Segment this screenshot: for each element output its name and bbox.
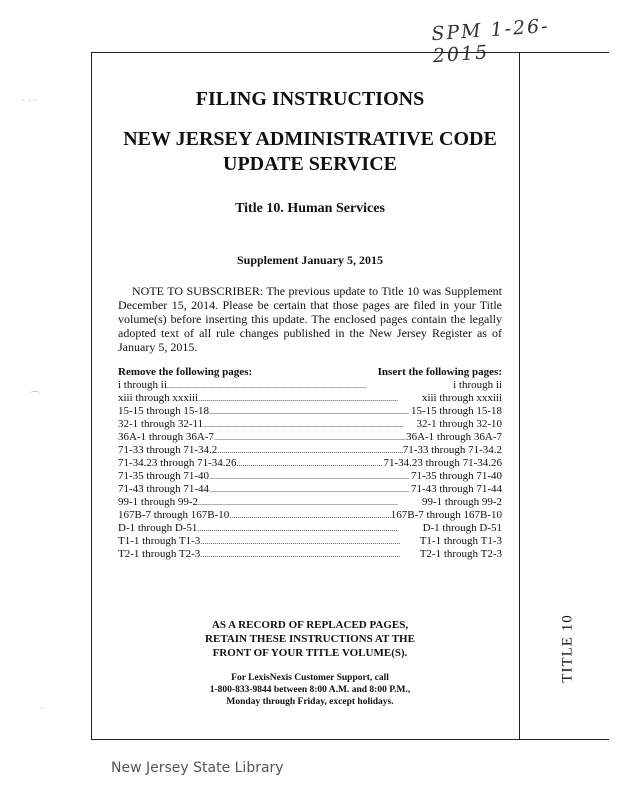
- supplement-heading: Supplement January 5, 2015: [236, 253, 384, 267]
- insert-pages-cell: 167B-7 through 167B-10: [390, 509, 502, 521]
- record-notice-line1: AS A RECORD OF REPLACED PAGES,: [211, 619, 409, 631]
- table-row: [118, 457, 502, 470]
- insert-pages-cell: 15-15 through 15-18: [410, 405, 502, 417]
- table-row: [118, 483, 502, 496]
- remove-pages-cell: 71-43 through 71-44: [118, 483, 210, 495]
- customer-support: [156, 672, 464, 708]
- insert-pages-cell: 71-34.23 through 71-34.26: [383, 457, 502, 469]
- pages-table: [118, 366, 502, 561]
- dot-leader: [209, 405, 411, 418]
- filing-instructions-heading: FILING INSTRUCTIONS: [195, 88, 425, 110]
- insert-pages-cell: 71-33 through 71-34.2: [402, 444, 502, 456]
- library-stamp: New Jersey State Library: [111, 760, 284, 776]
- filing-instructions-body: [118, 88, 502, 561]
- scan-speck: ·: [40, 704, 44, 715]
- table-row: [118, 418, 502, 431]
- dot-leader: [217, 444, 402, 457]
- dot-leader: [203, 418, 416, 431]
- table-row: [118, 470, 502, 483]
- table-row: [118, 444, 502, 457]
- record-notice-line2: RETAIN THESE INSTRUCTIONS AT THE: [205, 633, 415, 645]
- insert-pages-cell: D-1 through D-51: [422, 522, 502, 534]
- subscriber-note: NOTE TO SUBSCRIBER: The previous update to Title 10 was Supplement December 15, 2014. Please be certain that those pages are filed in your Title volume(s) before inserting this update. The enclosed pages contain the legally adopted text of all rule changes published in the New Jersey Register as of January 5, 2015.: [118, 284, 502, 354]
- remove-pages-cell: xiii through xxxiii: [118, 392, 199, 404]
- insert-pages-cell: i through ii: [453, 379, 502, 391]
- table-row: [118, 548, 502, 561]
- remove-pages-cell: 71-35 through 71-40: [118, 470, 210, 482]
- table-row: [118, 392, 502, 405]
- title-heading: Title 10. Human Services: [235, 201, 385, 216]
- table-row: [118, 431, 502, 444]
- scan-speck: · · ·: [22, 96, 37, 107]
- remove-pages-cell: D-1 through D-51: [118, 522, 198, 534]
- support-line2: 1-800-833-9844 between 8:00 A.M. and 8:00 P.M.,: [209, 685, 411, 695]
- remove-pages-cell: 32-1 through 32-11: [118, 418, 204, 430]
- dot-leader: [167, 379, 453, 392]
- code-heading-line1: NEW JERSEY ADMINISTRATIVE CODE: [123, 128, 497, 150]
- table-row: [118, 509, 502, 522]
- support-line1: For LexisNexis Customer Support, call: [231, 673, 389, 683]
- remove-pages-cell: 71-34.23 through 71-34.26: [118, 457, 237, 469]
- pages-table-header: [118, 366, 502, 379]
- pages-table-rows: [118, 379, 502, 561]
- remove-pages-cell: i through ii: [118, 379, 167, 391]
- dot-leader: [200, 548, 419, 561]
- insert-pages-cell: 99-1 through 99-2: [421, 496, 502, 508]
- dot-leader: [198, 496, 422, 509]
- table-row: [118, 496, 502, 509]
- insert-pages-cell: 32-1 through 32-10: [416, 418, 502, 430]
- insert-pages-cell: 71-43 through 71-44: [410, 483, 502, 495]
- record-notice-line3: FRONT OF YOUR TITLE VOLUME(S).: [212, 647, 408, 659]
- remove-pages-cell: 36A-1 through 36A-7: [118, 431, 214, 443]
- remove-pages-cell: 71-33 through 71-34.2: [118, 444, 218, 456]
- insert-pages-cell: xiii through xxxiii: [421, 392, 502, 404]
- support-line3: Monday through Friday, except holidays.: [226, 697, 394, 707]
- dot-leader: [197, 522, 422, 535]
- dot-leader: [200, 535, 419, 548]
- dot-leader: [229, 509, 391, 522]
- insert-pages-cell: 36A-1 through 36A-7: [406, 431, 502, 443]
- remove-pages-cell: 99-1 through 99-2: [118, 496, 199, 508]
- insert-pages-cell: T2-1 through T2-3: [419, 548, 502, 560]
- record-notice: [156, 618, 464, 660]
- title-side-tab: [528, 608, 608, 688]
- dot-leader: [198, 392, 422, 405]
- remove-pages-cell: T1-1 through T1-3: [118, 535, 201, 547]
- remove-header: Remove the following pages:: [118, 366, 253, 378]
- insert-pages-cell: T1-1 through T1-3: [419, 535, 502, 547]
- title-side-tab-label: TITLE 10: [559, 613, 576, 683]
- remove-pages-cell: 167B-7 through 167B-10: [118, 509, 230, 521]
- handwritten-date-note: SPM 1-26-2015: [430, 15, 551, 68]
- insert-pages-cell: 71-35 through 71-40: [410, 470, 502, 482]
- dot-leader: [214, 431, 406, 444]
- dot-leader: [237, 457, 384, 470]
- table-row: [118, 522, 502, 535]
- insert-header: Insert the following pages:: [377, 366, 502, 378]
- dot-leader: [209, 470, 411, 483]
- table-row: [118, 405, 502, 418]
- side-tab-divider: [519, 52, 520, 740]
- scan-speck: ⌒: [30, 392, 40, 403]
- remove-pages-cell: 15-15 through 15-18: [118, 405, 210, 417]
- code-heading-line2: UPDATE SERVICE: [223, 153, 397, 175]
- code-heading: [118, 127, 502, 177]
- table-row: [118, 379, 502, 392]
- dot-leader: [209, 483, 411, 496]
- table-row: [118, 535, 502, 548]
- remove-pages-cell: T2-1 through T2-3: [118, 548, 201, 560]
